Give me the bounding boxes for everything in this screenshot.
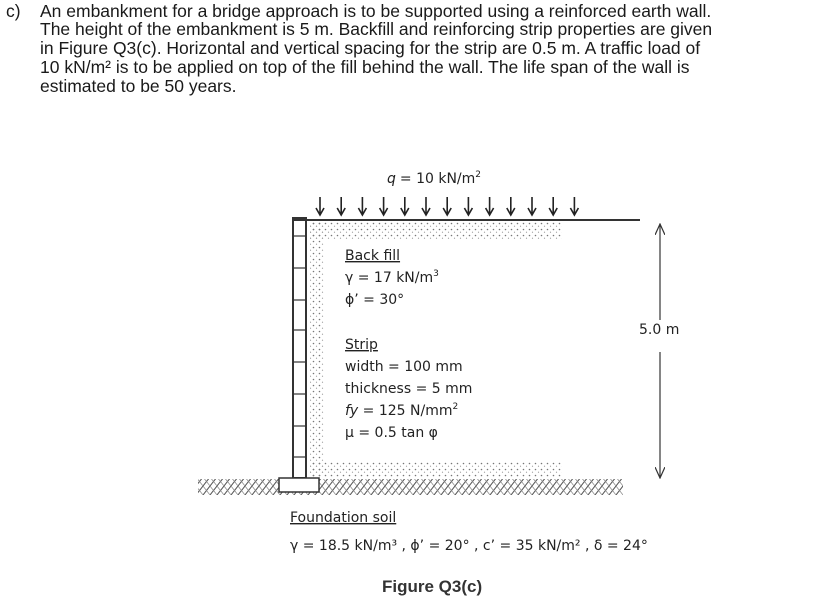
strip-thickness: thickness = 5 mm <box>345 381 473 397</box>
height-label: 5.0 m <box>639 322 680 338</box>
foundation-title: Foundation soil <box>290 510 397 526</box>
load-arrow <box>528 197 536 215</box>
load-arrow <box>401 197 409 215</box>
backfill-gamma: γ = 17 $kN/m^3$ <box>345 269 439 286</box>
load-arrow <box>549 197 557 215</box>
strip-title: Strip <box>345 337 378 353</box>
load-arrow <box>422 197 430 215</box>
load-arrow <box>380 197 388 215</box>
strip-width: width = 100 mm <box>345 359 463 375</box>
load-arrow <box>443 197 451 215</box>
load-label: q = 10 $kN/m^2$ <box>387 170 482 187</box>
question-label: c) <box>6 1 21 21</box>
foundation-ground-hatch <box>198 479 623 495</box>
load-arrow <box>464 197 472 215</box>
figure-caption: Figure Q3(c) <box>382 577 483 596</box>
foundation-props: γ = 18.5 kN/m³ , ϕ’ = 20° , c’ = 35 kN/m² , δ = 24° <box>290 538 648 554</box>
question-line-2: The height of the embankment is 5 m. Backfill and reinforcing strip properties are given <box>40 19 713 39</box>
load-arrow <box>358 197 366 215</box>
strip-mu: μ = 0.5 tan φ <box>345 425 438 441</box>
backfill-phi: ϕ’ = 30° <box>345 292 405 308</box>
question-line-1: An embankment for a bridge approach is to be supported using a reinforced earth wall. <box>40 1 712 21</box>
wall-footing <box>279 478 319 492</box>
load-arrow <box>316 197 324 215</box>
load-arrow <box>337 197 345 215</box>
load-arrow <box>570 197 578 215</box>
strip-fy: fy = 125 $N/mm^2$ <box>345 402 459 419</box>
question-line-3: in Figure Q3(c). Horizontal and vertical spacing for the strip are 0.5 m. A traffic load of <box>40 38 701 58</box>
question-line-5: estimated to be 50 years. <box>40 76 237 96</box>
load-arrows <box>316 197 578 215</box>
load-arrow <box>486 197 494 215</box>
backfill-title: Back fill <box>345 248 401 264</box>
wall-facing <box>293 218 306 478</box>
load-arrow <box>507 197 515 215</box>
question-line-4: 10 kN/m² is to be applied on top of the fill behind the wall. The life span of the wall is <box>40 57 690 77</box>
